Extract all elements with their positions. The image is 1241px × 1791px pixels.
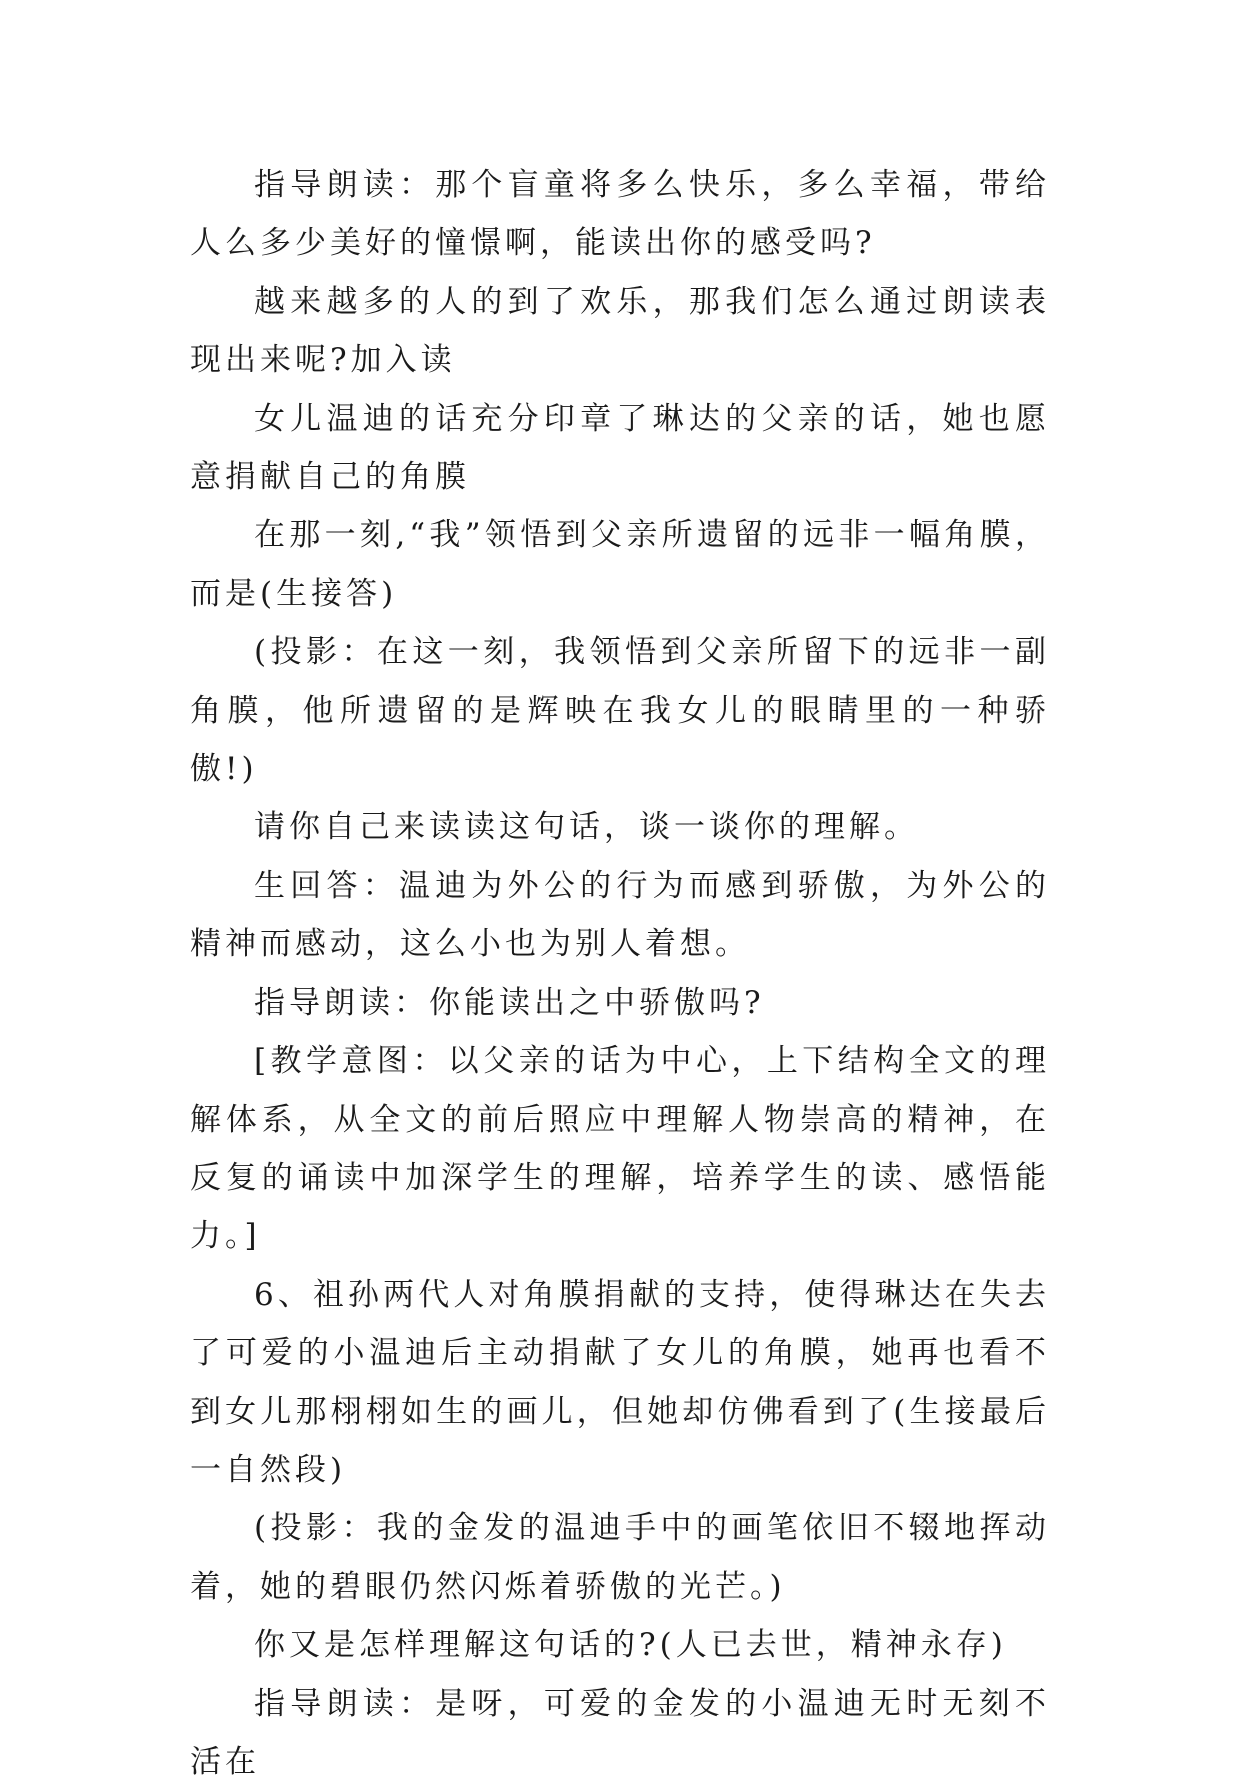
paragraph: [教学意图：以父亲的话为中心，上下结构全文的理解体系，从全文的前后照应中理解人物崇高的精神，在反复的诵读中加深学生的理解，培养学生的读、感悟能力。] [190,1043,1050,1255]
paragraph: 6、祖孙两代人对角膜捐献的支持，使得琳达在失去了可爱的小温迪后主动捐献了女儿的角膜，她再也看不到女儿那栩栩如生的画儿，但她却仿佛看到了(生接最后一自然段) [190,1276,1050,1488]
paragraph: 请你自己来读读这句话，谈一谈你的理解。 [254,809,919,846]
paragraph: 女儿温迪的话充分印章了琳达的父亲的话，她也愿意捐献自己的角膜 [190,400,1050,496]
paragraph: 指导朗读：是呀，可爱的金发的小温迪无时无刻不活在 [190,1685,1050,1780]
paragraph: 指导朗读：那个盲童将多么快乐，多么幸福，带给人么多少美好的憧憬啊，能读出你的感受吗? [190,167,1050,262]
paragraph: 在那一刻,“我”领悟到父亲所遗留的远非一幅角膜，而是(生接答) [190,517,1050,612]
paragraph: 越来越多的人的到了欢乐，那我们怎么通过朗读表现出来呢?加入读 [190,283,1050,379]
paragraph: (投影：我的金发的温迪手中的画笔依旧不辍地挥动着，她的碧眼仍然闪烁着骄傲的光芒。) [190,1510,1050,1605]
paragraph: 生回答：温迪为外公的行为而感到骄傲，为外公的精神而感动，这么小也为别人着想。 [190,867,1050,963]
paragraph: (投影：在这一刻，我领悟到父亲所留下的远非一副角膜，他所遗留的是辉映在我女儿的眼睛里的一种骄傲!) [190,634,1050,788]
document-body [190,156,1050,1791]
paragraph: 指导朗读：你能读出之中骄傲吗? [254,984,765,1021]
paragraph: 你又是怎样理解这句话的?(人已去世，精神永存) [254,1627,1007,1664]
